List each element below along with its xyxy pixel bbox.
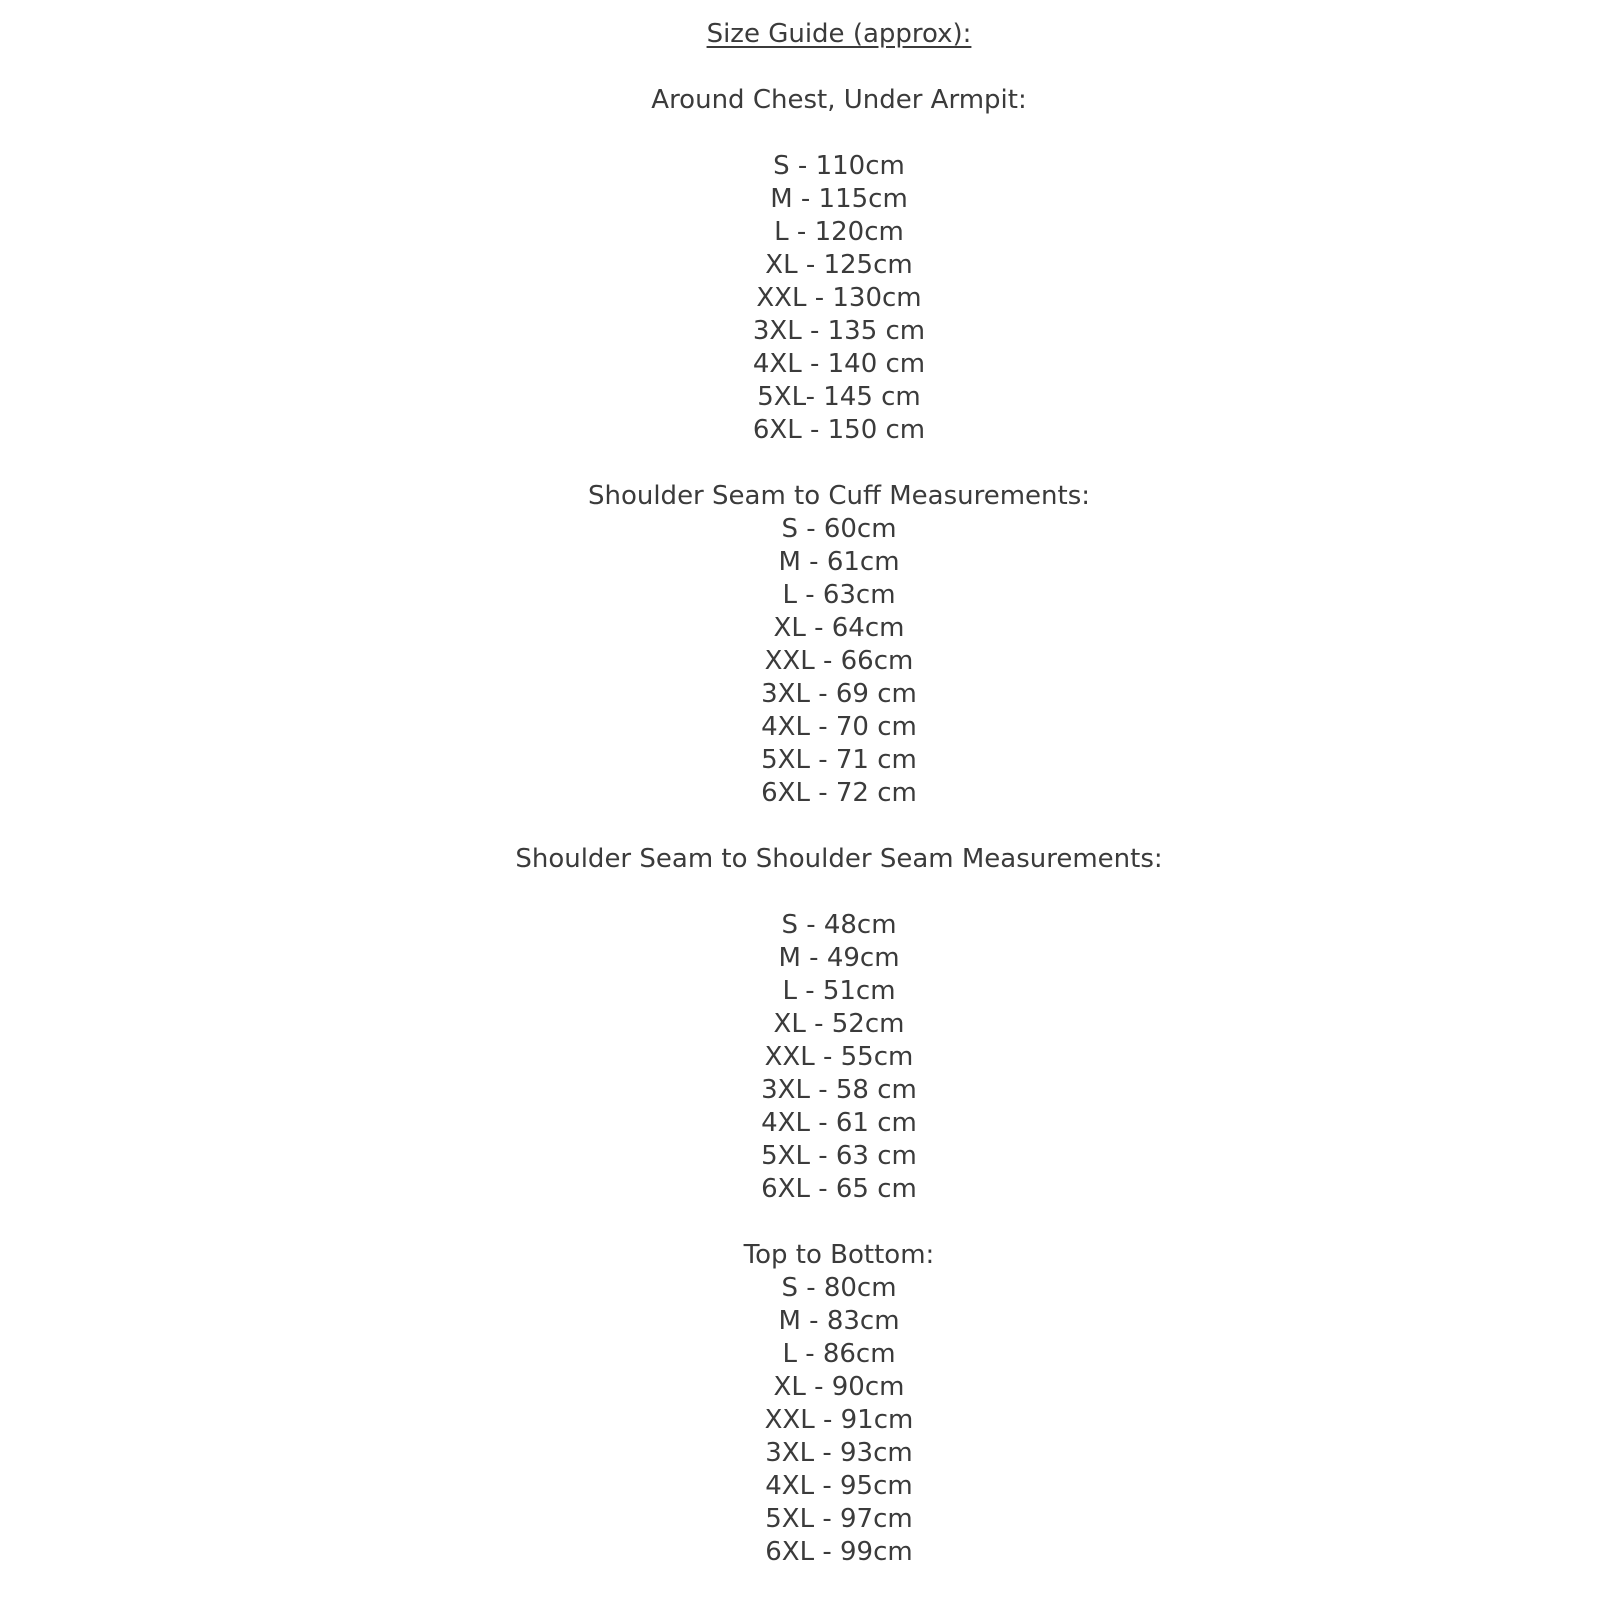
size-entry: XXL - 55cm [764,1042,914,1072]
size-entry: XL - 90cm [773,1372,905,1402]
size-guide-title: Size Guide (approx): [706,19,972,49]
blank-line [78,117,1600,150]
size-entry: 4XL - 95cm [765,1471,913,1501]
size-entry: XL - 125cm [765,250,913,280]
size-entry: 6XL - 72 cm [761,778,917,808]
size-entry: XL - 52cm [773,1009,905,1039]
section-seam-to-seam [78,843,1600,1206]
size-entry: S - 110cm [773,151,905,181]
blank-line [78,810,1600,843]
size-entry: 6XL - 99cm [765,1537,913,1567]
size-entry: XXL - 130cm [756,283,922,313]
blank-line [78,51,1600,84]
section-around-chest [78,84,1600,447]
size-entry: 5XL - 97cm [765,1504,913,1534]
size-guide-document [78,18,1600,1569]
size-entry: 3XL - 58 cm [761,1075,917,1105]
size-entry: M - 61cm [778,547,900,577]
section-seam-to-seam-heading: Shoulder Seam to Shoulder Seam Measurements: [515,844,1163,874]
section-around-chest-heading: Around Chest, Under Armpit: [651,85,1027,115]
size-entry: M - 83cm [778,1306,900,1336]
size-entry: S - 48cm [781,910,897,940]
size-entry: L - 51cm [782,976,896,1006]
blank-line [78,876,1600,909]
size-entry: M - 115cm [770,184,908,214]
section-seam-to-cuff-heading: Shoulder Seam to Cuff Measurements: [587,481,1091,511]
size-entry: 5XL- 145 cm [757,382,921,412]
size-entry: L - 120cm [774,217,904,247]
size-entry: 3XL - 135 cm [752,316,926,346]
section-seam-to-cuff [78,480,1600,810]
size-entry: S - 80cm [781,1273,897,1303]
size-entry: 4XL - 140 cm [752,349,926,379]
size-entry: L - 86cm [782,1339,896,1369]
size-entry: S - 60cm [781,514,897,544]
size-entry: XL - 64cm [773,613,905,643]
blank-line [78,447,1600,480]
size-entry: 6XL - 150 cm [752,415,926,445]
size-entry: 5XL - 71 cm [761,745,917,775]
size-entry: 5XL - 63 cm [761,1141,917,1171]
blank-line [78,1206,1600,1239]
size-entry: XXL - 91cm [764,1405,914,1435]
section-top-to-bottom-heading: Top to Bottom: [743,1240,935,1270]
section-top-to-bottom [78,1239,1600,1569]
size-entry: M - 49cm [778,943,900,973]
size-entry: XXL - 66cm [764,646,914,676]
size-entry: 3XL - 93cm [765,1438,913,1468]
size-entry: 4XL - 70 cm [761,712,917,742]
size-entry: 4XL - 61 cm [761,1108,917,1138]
size-entry: 6XL - 65 cm [761,1174,917,1204]
size-entry: 3XL - 69 cm [761,679,917,709]
size-entry: L - 63cm [782,580,896,610]
